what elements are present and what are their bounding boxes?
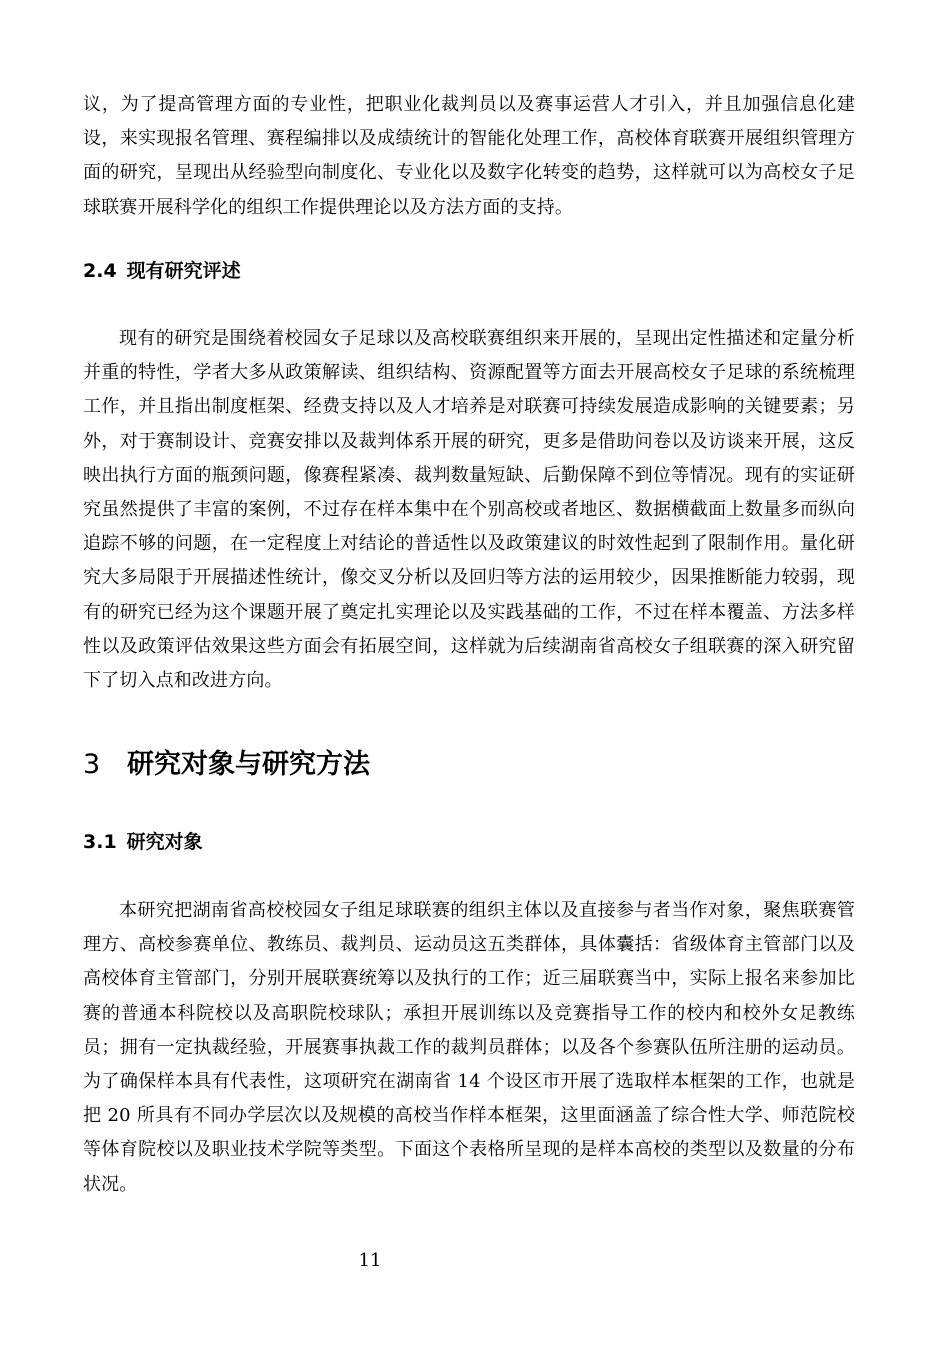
chapter-heading-3 xyxy=(83,748,370,782)
section-title: 研究对象 xyxy=(126,831,203,853)
section-heading-3-1 xyxy=(83,830,203,854)
section-title: 现有研究评述 xyxy=(126,260,241,282)
continuation-paragraph: 议，为了提高管理方面的专业性，把职业化裁判员以及赛事运营人才引入，并且加强信息化建设，来实现报名管理、赛程编排以及成绩统计的智能化处理工作，高校体育联赛开展组织管理方面的研究，呈现出从经验型向制度化、专业化以及数字化转变的趋势，这样就可以为高校女子足球联赛开展科学化的组织工作提供理论以及方法方面的支持。 xyxy=(83,94,855,218)
section-number: 2.4 xyxy=(83,260,117,282)
section-number: 3.1 xyxy=(83,831,117,853)
page-number: 11 xyxy=(358,1250,382,1271)
chapter-number: 3 xyxy=(83,749,101,780)
research-object-paragraph: 本研究把湖南省高校校园女子组足球联赛的组织主体以及直接参与者当作对象，聚焦联赛管理方、高校参赛单位、教练员、裁判员、运动员这五类群体，具体囊括：省级体育主管部门以及高校体育主管部门，分别开展联赛统筹以及执行的工作；近三届联赛当中，实际上报名来参加比赛的普通本科院校以及高职院校球队；承担开展训练以及竞赛指导工作的校内和校外女足教练员；拥有一定执裁经验，开展赛事执裁工作的裁判员群体；以及各个参赛队伍所注册的运动员。为了确保样本具有代表性，这项研究在湖南省 14 个设区市开展了选取样本框架的工作，也就是把 20 所具有不同办学层次以及规模的高校当作样本框架，这里面涵盖了综合性大学、师范院校等体育院校以及职业技术学院等类型。下面这个表格所呈现的是样本高校的类型以及数量的分布状况。 xyxy=(83,900,855,1195)
section-heading-2-4 xyxy=(83,259,241,283)
chapter-title: 研究对象与研究方法 xyxy=(127,749,370,780)
review-paragraph: 现有的研究是围绕着校园女子足球以及高校联赛组织来开展的，呈现出定性描述和定量分析并重的特性，学者大多从政策解读、组织结构、资源配置等方面去开展高校女子足球的系统梳理工作，并且指出制度框架、经费支持以及人才培养是对联赛可持续发展造成影响的关键要素；另外，对于赛制设计、竞赛安排以及裁判体系开展的研究，更多是借助问卷以及访谈来开展，这反映出执行方面的瓶颈问题，像赛程紧凑、裁判数量短缺、后勤保障不到位等情况。现有的实证研究虽然提供了丰富的案例，不过存在样本集中在个别高校或者地区、数据横截面上数量多而纵向追踪不够的问题，在一定程度上对结论的普适性以及政策建议的时效性起到了限制作用。量化研究大多局限于开展描述性统计，像交叉分析以及回归等方法的运用较少，因果推断能力较弱，现有的研究已经为这个课题开展了奠定扎实理论以及实践基础的工作，不过在样本覆盖、方法多样性以及政策评估效果这些方面会有拓展空间，这样就为后续湖南省高校女子组联赛的深入研究留下了切入点和改进方向。 xyxy=(83,328,855,692)
